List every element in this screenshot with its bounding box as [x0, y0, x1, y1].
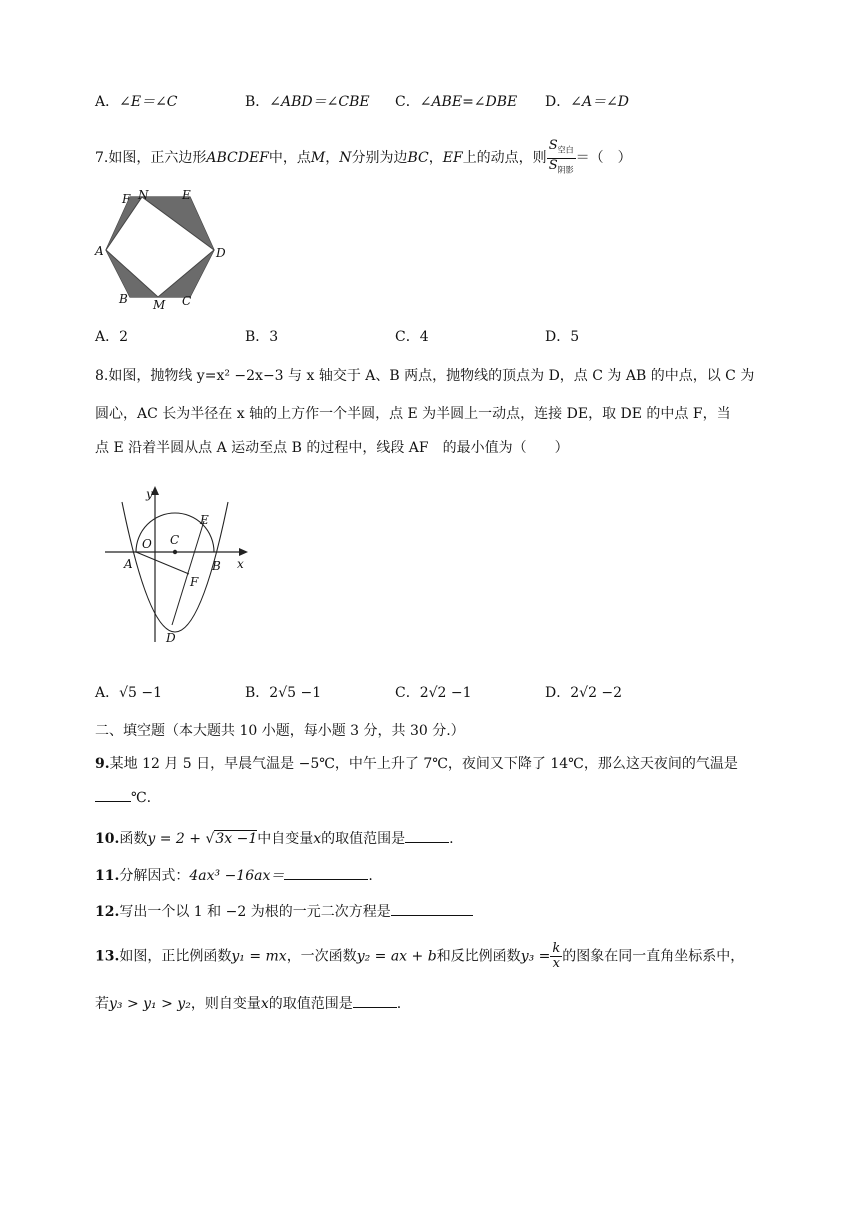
q8-question-line-2: 圆心，AC 长为半径在 x 轴的上方作一个半圆，点 E 为半圆上一动点，连接 DE，取 DE 的中点 F，当 [95, 406, 731, 422]
k-over-x-fraction: $\frac{k}{x}$ [552, 941, 561, 971]
q10-question: 10.函数y = 2 + √3x −1中自变量x的取值范围是 . [95, 831, 454, 847]
q8-question-line-3: 点 E 沿着半圆从点 A 运动至点 B 的过程中，线段 AF 的最小值为（ ） [95, 440, 569, 456]
q6-option-d: D．∠A＝∠D [545, 94, 630, 110]
q8-question-line-1: 8.如图，抛物线 y=x² −2x−3 与 x 轴交于 A、B 两点，抛物线的顶点为 D，点 C 为 AB 的中点，以 C 为 [95, 368, 755, 384]
label-N: N [138, 188, 149, 202]
q9-question: 9.某地 12 月 5 日，早晨气温是 −5℃，中午上升了 7℃，夜间又下降了 14℃，那么这天夜间的气温是 [95, 756, 738, 772]
label-y: y [146, 487, 153, 501]
label-A: A [124, 557, 133, 571]
q7-option-c: C．4 [395, 329, 429, 345]
x-axis-arrow [239, 548, 248, 556]
q8-option-b: B．2√5 −1 [245, 685, 322, 701]
label-B: B [212, 559, 221, 573]
q8-option-a: A．√5 −1 [95, 685, 163, 701]
label-M: M [153, 298, 166, 312]
q9-answer-blank[interactable] [95, 801, 131, 802]
q12-question: 12.写出一个以 1 和 −2 为根的一元二次方程是 [95, 902, 473, 922]
label-E: E [200, 513, 209, 527]
q8-option-c: C．2√2 −1 [395, 685, 472, 701]
label-E: E [182, 188, 191, 202]
q6-option-a: A．∠E＝∠C [95, 94, 178, 110]
q7-option-a: A．2 [95, 329, 129, 345]
q12-answer-blank[interactable] [391, 915, 473, 916]
q7-option-b: B．3 [245, 329, 279, 345]
label-D: D [216, 246, 226, 260]
q13-answer-blank[interactable] [353, 1007, 397, 1008]
label-C: C [170, 533, 180, 547]
label-x: x [237, 557, 244, 571]
q10-answer-blank[interactable] [405, 842, 449, 843]
label-C: C [182, 294, 192, 308]
q7-question: 7.如图，正六边形ABCDEF中，点M，N分别为边BC，EF上的动点，则 $\frac{S_{空白}}{S_{阴影}}$ ＝（ ） [95, 139, 632, 177]
section-2-heading: 二、填空题（本大题共 10 小题，每小题 3 分，共 30 分.） [95, 723, 465, 739]
parabola-figure [100, 482, 260, 647]
q7-option-d: D．5 [545, 329, 580, 345]
label-O: O [142, 537, 152, 551]
point-C [173, 550, 177, 554]
label-A: A [95, 244, 104, 258]
hexagon-figure [92, 185, 242, 315]
q11-question: 11.分解因式：4ax³ −16ax＝ . [95, 868, 373, 884]
q13-question-line-1: 13.如图，正比例函数y₁ = mx，一次函数y₂ = ax + b和反比例函数y₃ = $\frac{k}{x}$ 的图象在同一直角坐标系中， [95, 941, 745, 971]
label-D: D [166, 631, 176, 645]
segment-AF [136, 552, 189, 574]
label-F: F [190, 575, 199, 589]
q6-option-c: C．∠ABE=∠DBE [395, 94, 518, 110]
q8-option-d: D．2√2 −2 [545, 685, 623, 701]
q6-option-b: B．∠ABD＝∠CBE [245, 94, 370, 110]
q11-answer-blank[interactable] [284, 879, 368, 880]
q9-answer-line: ℃. [95, 788, 151, 808]
area-ratio-fraction: $\frac{S_{空白}}{S_{阴影}}$ [548, 138, 574, 175]
label-B: B [119, 292, 128, 306]
q13-question-line-2: 若y₃ > y₁ > y₂，则自变量x的取值范围是 . [95, 996, 402, 1012]
label-F: F [122, 192, 131, 206]
